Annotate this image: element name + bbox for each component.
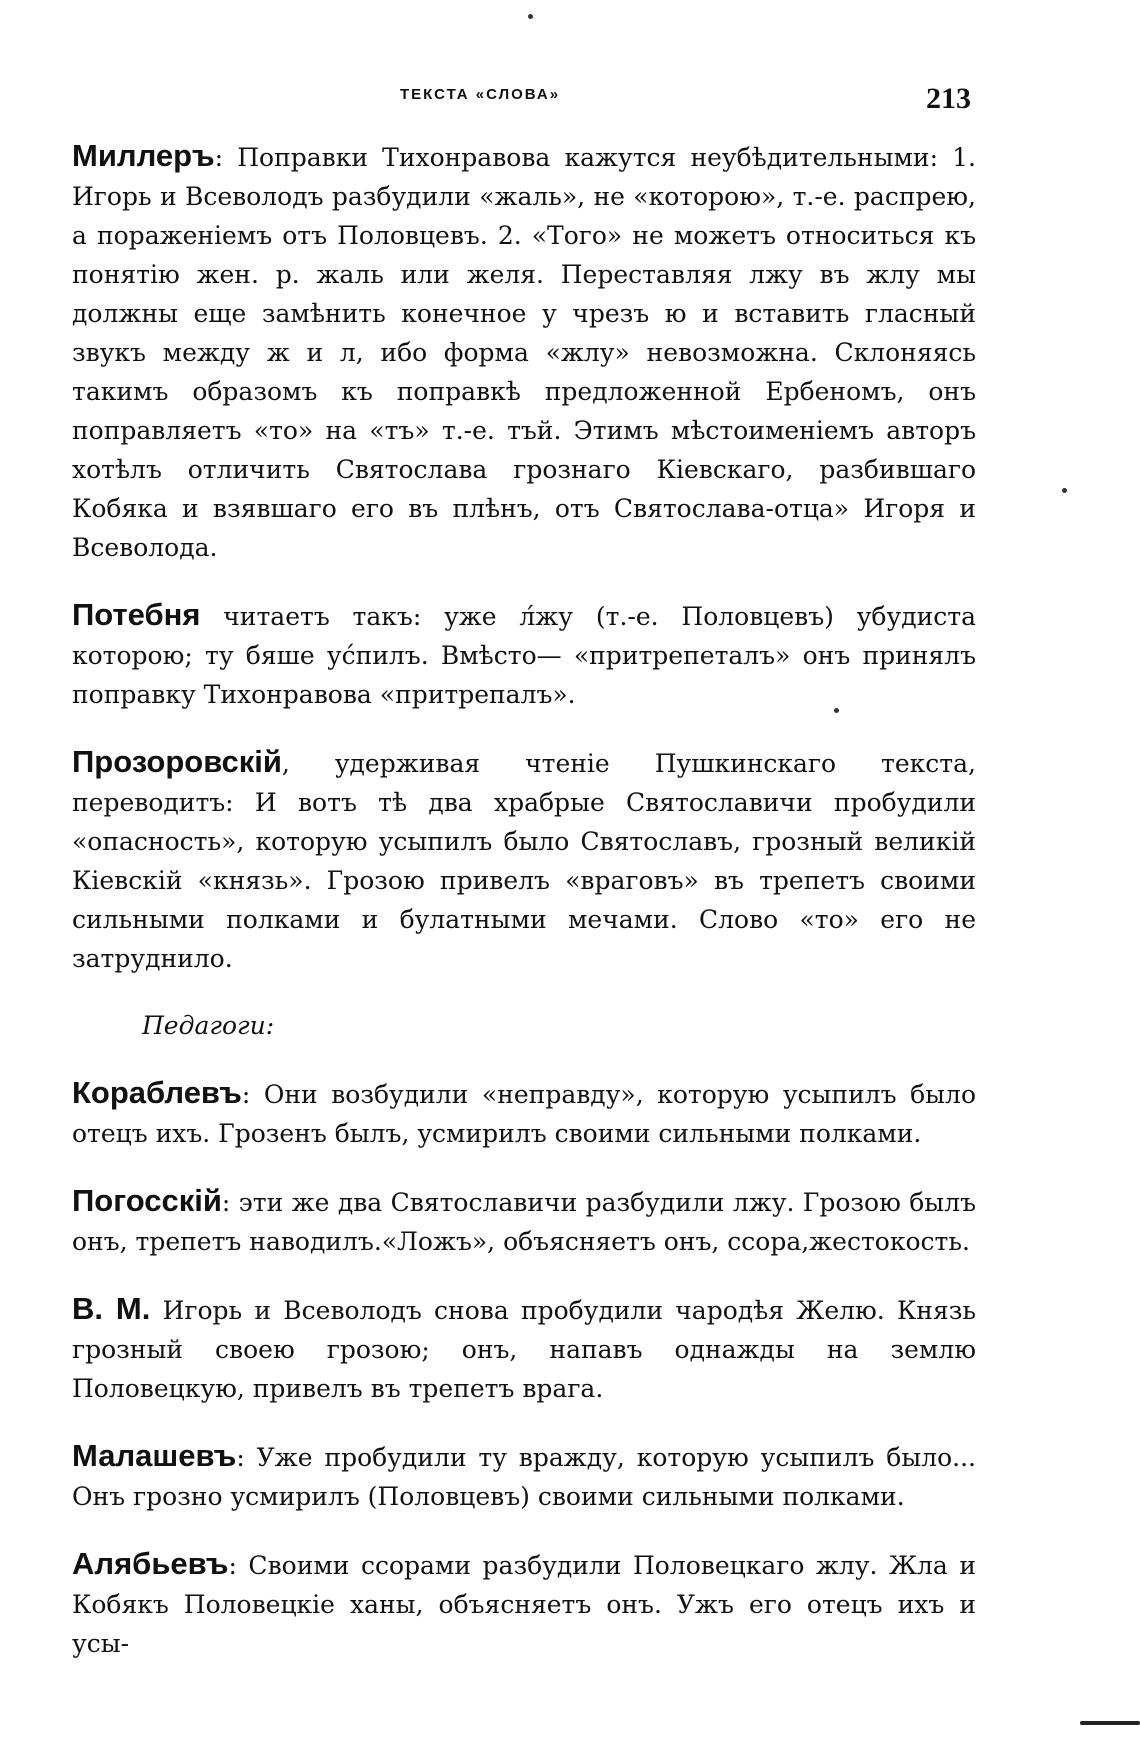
paragraph-text: : Уже пробудили ту вражду, которую усыпилъ было... Онъ грозно усмирилъ (Половцевъ) своими сильными полками.: [72, 1443, 976, 1511]
paragraph-malashev: [72, 1436, 976, 1516]
paragraph-text: : Своими ссорами разбудили Половецкаго жлу. Жла и Кобякъ Половецкіе ханы, объясняетъ онъ. Ужъ его отецъ ихъ и усы-: [72, 1551, 976, 1658]
author-name: Кораблевъ: [72, 1075, 242, 1110]
paragraph-miller: [72, 136, 976, 567]
author-name: Прозоровскій: [72, 744, 282, 779]
page-number: 213: [926, 82, 971, 115]
section-heading-pedagogues: Педагоги:: [142, 1011, 275, 1040]
paragraph-pogossky: [72, 1181, 976, 1261]
paragraph-vm: [72, 1289, 976, 1408]
print-speck-right: [1062, 488, 1067, 493]
running-title: ТЕКСТА «СЛОВА»: [400, 86, 561, 103]
page-edge-mark: [1080, 1721, 1140, 1725]
paragraph-prozorovsky: [72, 742, 976, 978]
body-text: [72, 136, 976, 1663]
running-header: [0, 82, 1140, 115]
paragraph-text: : Они возбудили «неправду», которую усыпилъ было отецъ ихъ. Грозенъ былъ, усмирилъ своими сильными полками.: [72, 1080, 976, 1148]
author-name: Погосскій: [72, 1183, 222, 1218]
paragraph-text: Игорь и Всеволодъ снова пробудили чародѣя Желю. Князь грозный своею грозою; онъ, напавъ однажды на землю Половецкую, привелъ въ трепетъ врага.: [72, 1296, 976, 1403]
paragraph-korablev: [72, 1073, 976, 1153]
print-speck-top: [528, 14, 533, 19]
print-speck-mid: [834, 708, 839, 713]
author-name: Малашевъ: [72, 1438, 237, 1473]
author-name: В. М.: [72, 1291, 151, 1326]
author-name: Миллеръ: [72, 138, 215, 173]
paragraph-potebnya: [72, 595, 976, 714]
paragraph-text: , удерживая чтеніе Пушкинскаго текста, переводитъ: И вотъ тѣ два храбрые Святославичи пробудили «опасность», которую усыпилъ было Святославъ, грозный великій Кіевскій «князь». Грозою привелъ «враговъ» въ трепетъ своими сильными полками и булатными мечами. Слово «то» его не затруднило.: [72, 749, 976, 973]
author-name: Алябьевъ: [72, 1546, 229, 1581]
paragraph-text: : эти же два Святославичи разбудили лжу. Грозою былъ онъ, трепетъ наводилъ.«Ложъ», объясняетъ онъ, ссора,жестокость.: [72, 1188, 976, 1256]
paragraph-text: читаетъ такъ: уже л́жу (т.-е. Половцевъ) убудиста которою; ту бяше ус́пилъ. Вмѣсто— «притрепеталъ» онъ принялъ поправку Тихонравова «притрепалъ».: [72, 602, 976, 709]
paragraph-alyabyev: [72, 1544, 976, 1663]
author-name: Потебня: [72, 597, 201, 632]
paragraph-text: : Поправки Тихонравова кажутся неубѣдительными: 1. Игорь и Всеволодъ разбудили «жаль», не «которою», т.-е. распрею, а пораженіемъ отъ Половцевъ. 2. «Того» не можетъ относиться къ понятію жен. р. жаль или желя. Переставляя лжу въ жлу мы должны еще замѣнить конечное у чрезъ ю и вставить гласный звукъ между ж и л, ибо форма «жлу» невозможна. Склоняясь такимъ образомъ къ поправкѣ предложенной Ербеномъ, онъ поправляетъ «то» на «тъ» т.-е. тъй. Этимъ мѣстоименіемъ авторъ хотѣлъ отличить Святослава грознаго Кіевскаго, разбившаго Кобяка и взявшаго его въ плѣнъ, отъ Святослава-отца» Игоря и Всеволода.: [72, 143, 976, 562]
